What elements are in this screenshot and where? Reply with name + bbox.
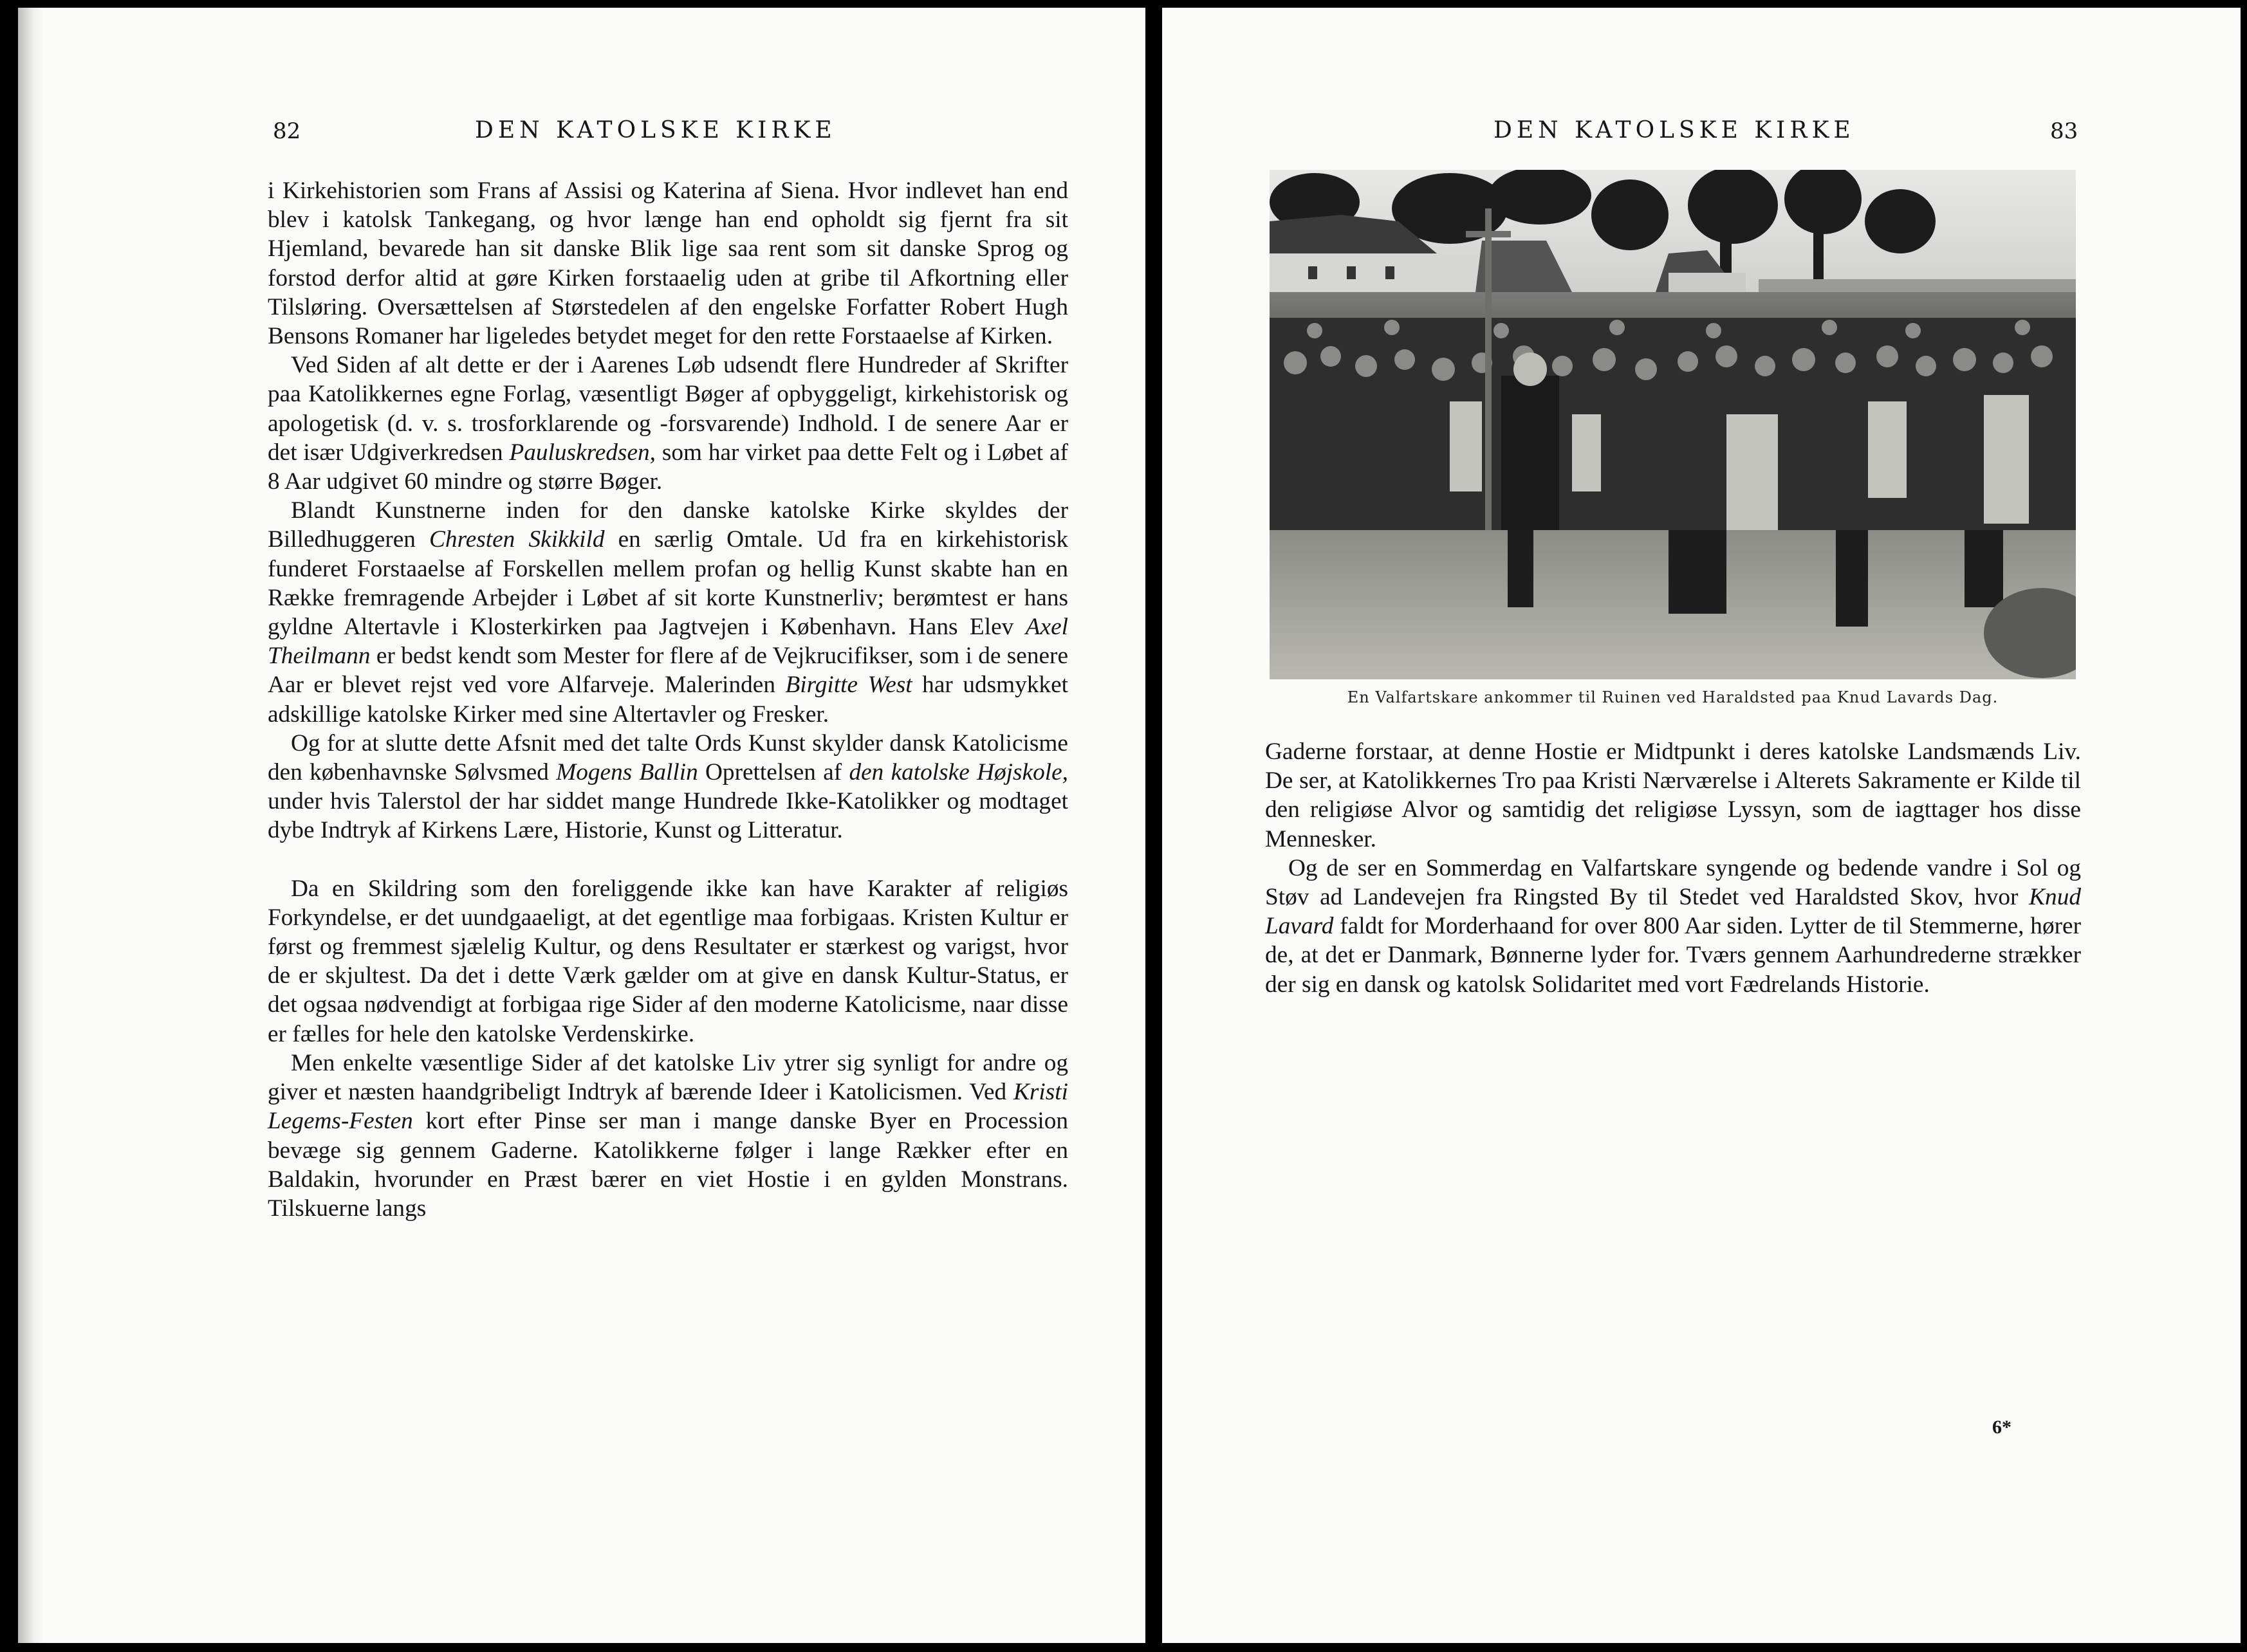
pilgrimage-photo: [1270, 170, 2076, 679]
photo-caption: En Valfartskare ankommer til Ruinen ved Haraldsted paa Knud Lavards Dag.: [1347, 688, 1999, 706]
paragraph: [1265, 737, 2081, 854]
italic-name: Knud Lavard: [1265, 884, 2081, 940]
page-number: 82: [273, 118, 301, 144]
paragraph: [268, 496, 1068, 729]
italic-name: Birgitte West: [785, 672, 912, 699]
italic-name: Kristi Legems-Festen: [268, 1079, 1068, 1135]
text-run: har udsmykket adskillige katolske Kirker med sine Altertavler og Fresker.: [268, 672, 1068, 728]
paragraph: [268, 351, 1068, 496]
running-head: DEN KATOLSKE KIRKE: [1493, 117, 1855, 143]
text-run: under hvis Talerstol der har siddet mange Hundrede Ikke-Katolikker og modtaget dybe Indtryk af Kirkens Lære, Historie, Kunst og Litteratur.: [268, 788, 1068, 844]
paragraph: [1265, 854, 2081, 999]
text-run: Gaderne forstaar, at denne Hostie er Midtpunkt i deres katolske Landsmænds Liv. De ser, at Katolikkernes Tro paa Kristi Nærværelse i Alterets Sakramente er Kilde til den religiøse Alvor og samtidig det religiøse Lyssyn, som de iagttager hos disse Mennesker.: [1265, 739, 2081, 852]
text-run: Ved Siden af alt dette er der i Aarenes Løb udsendt flere Hundreder af Skrifter paa Katolikkernes egne Forlag, væsentligt Bøger af opbyggeligt, kirkehistorisk og apologetisk (d. v. s. trosforklarende og -forsvarende) Indhold. I de senere Aar er det især Udgiverkredsen: [268, 352, 1068, 466]
page-number: 83: [2050, 118, 2078, 144]
text-run: Men enkelte væsentlige Sider af det katolske Liv ytrer sig synligt for andre og giver et næsten haandgribeligt Indtryk af bærende Ideer i Katolicismen. Ved: [268, 1049, 1068, 1106]
paragraph: [268, 874, 1068, 1049]
italic-name: den katolske Højskole,: [849, 759, 1068, 786]
italic-name: Axel Theilmann: [268, 614, 1068, 670]
page-header: [18, 117, 1145, 156]
text-run: Og for at slutte dette Afsnit med det talte Ords Kunst skylder dansk Katolicisme den københavnske Sølvsmed: [268, 730, 1068, 786]
text-run: en særlig Omtale. Ud fra en kirkehistorisk funderet Forstaaelse af Forskellen mellem profan og hellig Kunst skabte han en Række fremragende Arbejder i Løbet af sit korte Kunstnerliv; berømtest er hans gyldne Altertavle i Klosterkirken paa Jagtvejen i København. Hans Elev: [268, 526, 1068, 641]
italic-name: Pauluskredsen,: [509, 439, 656, 466]
text-run: som har virket paa dette Felt og i Løbet af 8 Aar udgivet 60 mindre og større Bøger.: [268, 439, 1068, 495]
page-header: [1162, 117, 2241, 156]
left-page: [18, 8, 1145, 1643]
text-run: Og de ser en Sommerdag en Valfartskare syngende og bedende vandre i Sol og Støv ad Landevejen fra Ringsted By til Stedet ved Haraldsted Skov, hvor: [1265, 854, 2081, 911]
text-run: kort efter Pinse ser man i mange danske Byer en Procession bevæge sig gennem Gaderne. Katolikkerne følger i lange Rækker efter en Baldakin, hvorunder en Præst bærer en viet Hostie i en gylden Monstrans. Tilskuerne langs: [268, 1108, 1068, 1222]
running-head: DEN KATOLSKE KIRKE: [475, 117, 837, 143]
text-run: faldt for Morderhaand for over 800 Aar siden. Lytter de til Stemmerne, hører de, at det er Danmark, Bønnerne lyder for. Tværs gennem Aarhundrederne strækker der sig en dansk og katolsk Solidaritet med vort Fædrelands Historie.: [1265, 913, 2081, 998]
italic-name: Mogens Ballin: [556, 759, 698, 786]
body-text: [268, 176, 1068, 1223]
paragraph: [268, 729, 1068, 845]
text-run: Blandt Kunstnerne inden for den danske katolske Kirke skyldes der Billedhuggeren: [268, 497, 1068, 553]
text-run: Oprettelsen af: [698, 759, 849, 786]
signature-mark: 6*: [1992, 1417, 2011, 1438]
text-run: er bedst kendt som Mester for flere af de Vejkrucifikser, som i de senere Aar er blevet rejst ved vore Alfarveje. Malerinden: [268, 643, 1068, 699]
text-run: i Kirkehistorien som Frans af Assisi og Katerina af Siena. Hvor indlevet han end blev i katolsk Tankegang, og hvor længe han end opholdt sig fjernt fra sit Hjemland, bevarede han sit danske Blik lige saa rent som sit danske Sprog og forstod derfor altid at gøre Kirken forstaaelig uden at gribe til Afkortning eller Tilsløring. Oversættelsen af Størstedelen af den engelske Forfatter Robert Hugh Bensons Romaner har ligeledes betydet meget for den rette Forstaaelse af Kirken.: [268, 178, 1068, 350]
page-edge-shadow: [18, 8, 44, 1643]
paragraph: [268, 1049, 1068, 1223]
text-run: Da en Skildring som den foreliggende ikke kan have Karakter af religiøs Forkyndelse, er det uundgaaeligt, at det egentlige maa forbigaas. Kristen Kultur er først og fremmest sjælelig Kultur, og dens Resultater er stærkest og varigst, hvor de er skjultest. Da det i dette Værk gælder om at give en dansk Kultur-Status, er det ogsaa nødvendigt at forbigaa rige Sider af den moderne Katolicisme, naar disse er fælles for hele den katolske Verdenskirke.: [268, 875, 1068, 1047]
italic-name: Chresten Skikkild: [429, 526, 605, 553]
right-page: [1162, 8, 2241, 1643]
paragraph: [268, 176, 1068, 351]
body-text: [1265, 737, 2081, 999]
